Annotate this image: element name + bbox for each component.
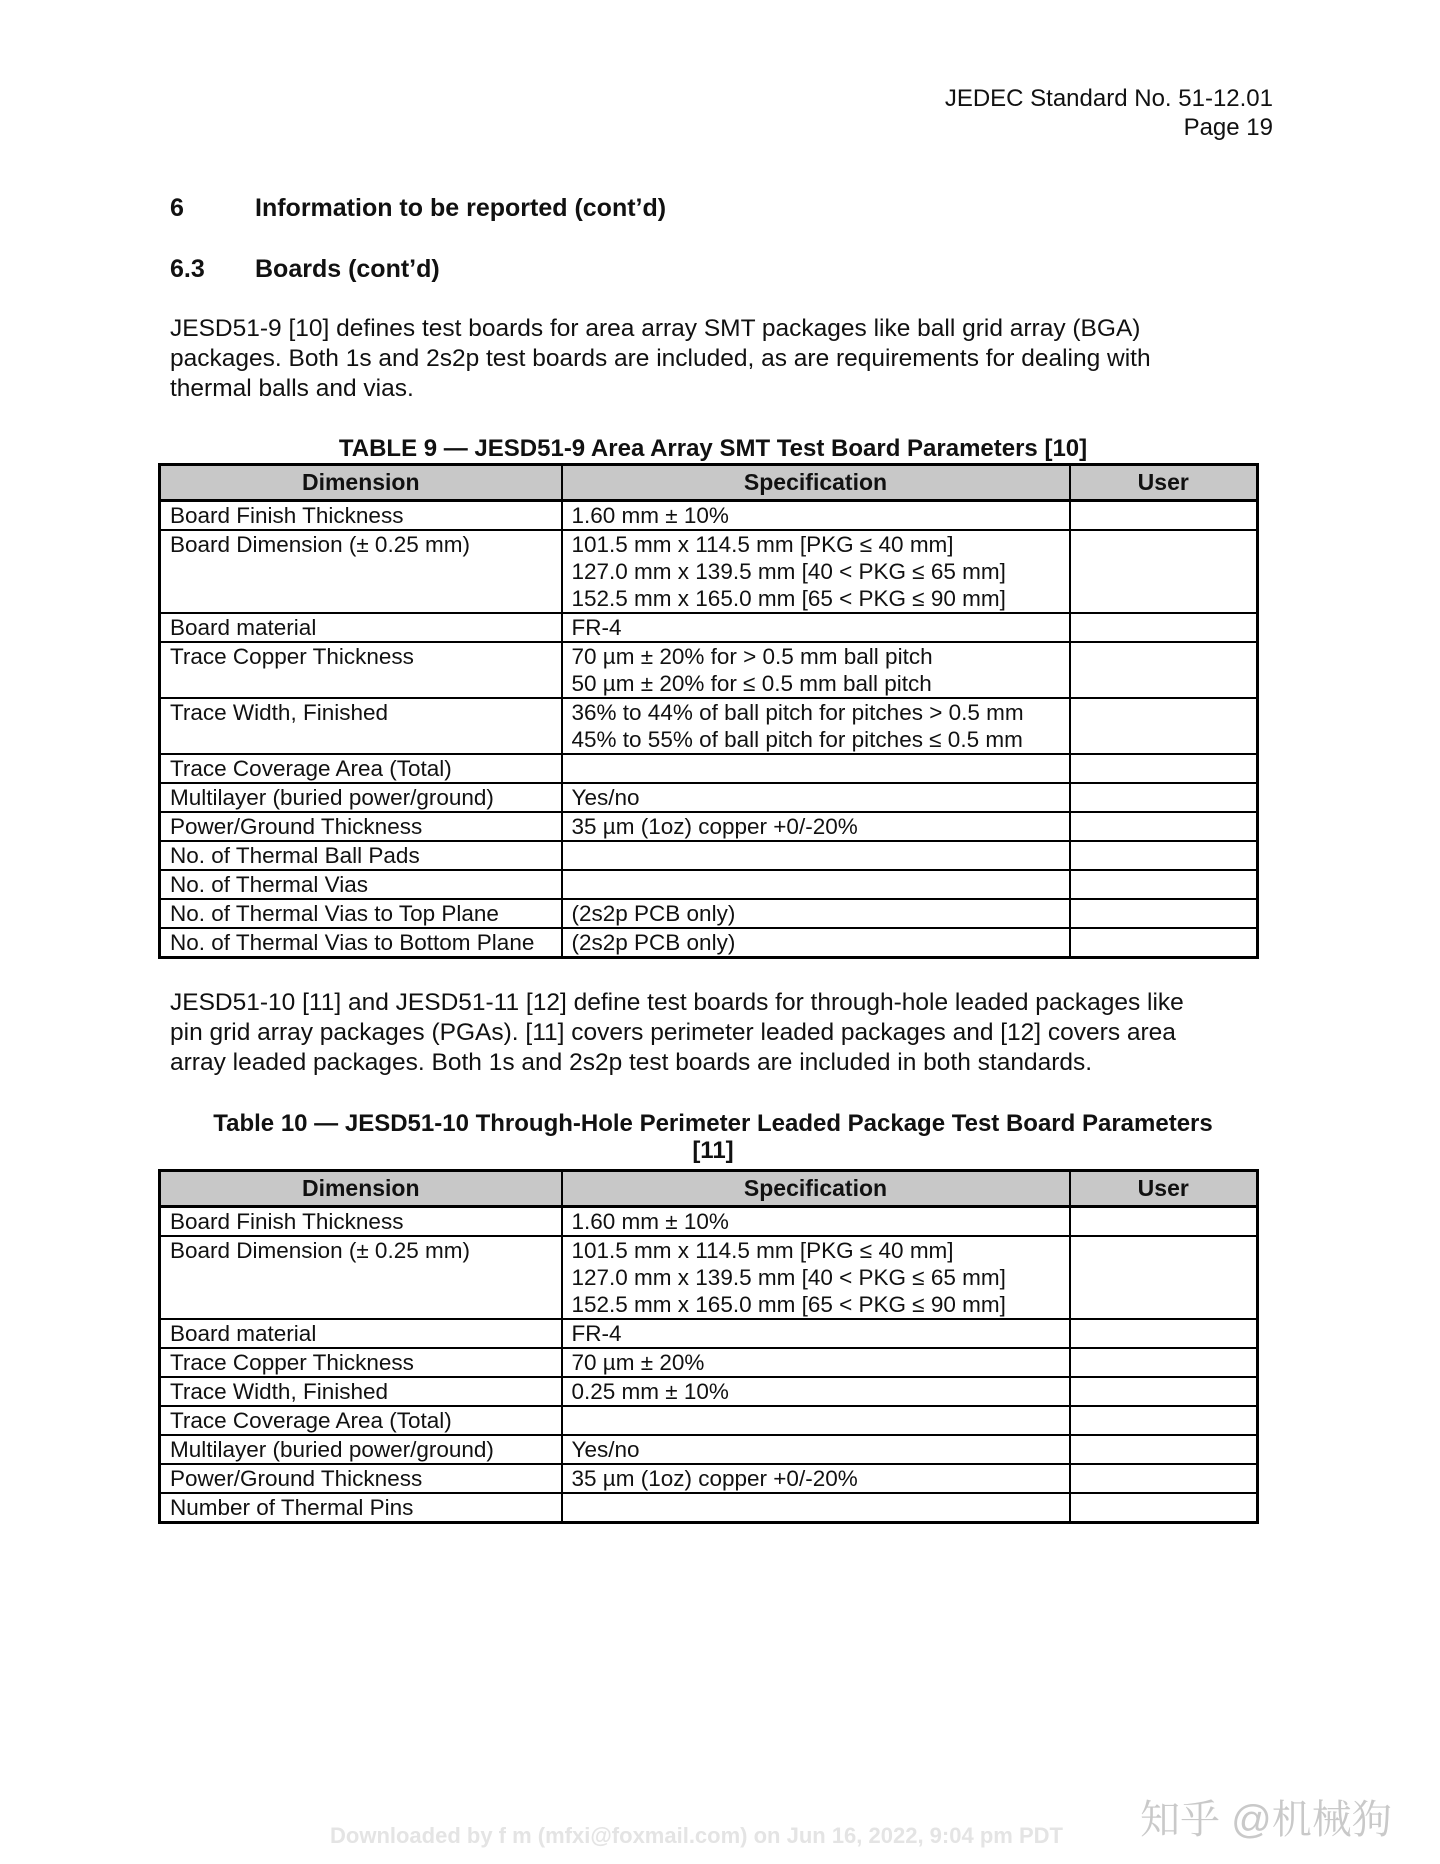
watermark: 知乎 @机械狗	[1140, 1798, 1392, 1842]
table-row	[160, 1464, 1258, 1493]
standard-number: JEDEC Standard No. 51-12.01	[944, 85, 1273, 112]
specification-cell	[562, 698, 1070, 754]
table10-caption	[158, 1110, 1268, 1164]
specification-line: 1.60 mm ± 10%	[571, 1209, 729, 1234]
paragraph-jesd51-10	[170, 988, 1270, 1078]
user-cell	[1070, 812, 1258, 841]
specification-line: (2s2p PCB only)	[571, 930, 736, 955]
header-user: User	[1070, 1171, 1258, 1207]
user-cell	[1070, 1207, 1258, 1237]
paragraph-jesd51-9	[170, 314, 1270, 404]
table-row	[160, 1236, 1258, 1319]
specification-cell	[562, 1377, 1070, 1406]
table-row	[160, 870, 1258, 899]
section-heading	[170, 194, 666, 223]
specification-line: 152.5 mm x 165.0 mm [65 < PKG ≤ 90 mm]	[571, 1292, 1006, 1317]
specification-line: 50 µm ± 20% for ≤ 0.5 mm ball pitch	[571, 671, 932, 696]
user-cell	[1070, 1435, 1258, 1464]
specification-cell	[562, 928, 1070, 958]
table-row	[160, 754, 1258, 783]
dimension-cell: No. of Thermal Vias	[160, 870, 562, 899]
dimension-cell: No. of Thermal Vias to Bottom Plane	[160, 928, 562, 958]
table-row	[160, 613, 1258, 642]
table10	[158, 1169, 1259, 1524]
paragraph-line: thermal balls and vias.	[170, 375, 414, 402]
dimension-cell: Power/Ground Thickness	[160, 1464, 562, 1493]
section-number: 6	[170, 194, 184, 222]
specification-cell	[562, 812, 1070, 841]
specification-line: FR-4	[571, 1321, 622, 1346]
header-dimension: Dimension	[160, 465, 562, 501]
paragraph-line: packages. Both 1s and 2s2p test boards are included, as are requirements for dealing with	[170, 345, 1151, 372]
user-cell	[1070, 642, 1258, 698]
dimension-cell: Board Dimension (± 0.25 mm)	[160, 1236, 562, 1319]
specification-cell	[562, 501, 1070, 531]
user-cell	[1070, 501, 1258, 531]
specification-cell	[562, 1319, 1070, 1348]
dimension-cell: Trace Coverage Area (Total)	[160, 1406, 562, 1435]
table-row	[160, 1207, 1258, 1237]
specification-cell	[562, 754, 1070, 783]
dimension-cell: Number of Thermal Pins	[160, 1493, 562, 1523]
user-cell	[1070, 899, 1258, 928]
paragraph-line: JESD51-10 [11] and JESD51-11 [12] define test boards for through-hole leaded packages like	[170, 989, 1184, 1016]
specification-line: Yes/no	[571, 785, 640, 810]
table-row	[160, 1377, 1258, 1406]
specification-line: Yes/no	[571, 1437, 640, 1462]
table-row	[160, 1406, 1258, 1435]
table-row	[160, 1319, 1258, 1348]
header-specification: Specification	[562, 1171, 1070, 1207]
table-row	[160, 899, 1258, 928]
table-row	[160, 1435, 1258, 1464]
specification-cell	[562, 899, 1070, 928]
dimension-cell: Trace Copper Thickness	[160, 642, 562, 698]
table9	[158, 463, 1259, 959]
specification-cell	[562, 841, 1070, 870]
user-cell	[1070, 1493, 1258, 1523]
page-header	[945, 84, 1273, 142]
page-number: Page 19	[1183, 114, 1273, 141]
specification-line: 127.0 mm x 139.5 mm [40 < PKG ≤ 65 mm]	[571, 559, 1006, 584]
table-row	[160, 1493, 1258, 1523]
user-cell	[1070, 1236, 1258, 1319]
table-row	[160, 812, 1258, 841]
table-row	[160, 928, 1258, 958]
paragraph-line: pin grid array packages (PGAs). [11] covers perimeter leaded packages and [12] covers area	[170, 1019, 1176, 1046]
specification-cell	[562, 1406, 1070, 1435]
dimension-cell: Board Finish Thickness	[160, 501, 562, 531]
table-header-row	[160, 465, 1258, 501]
specification-cell	[562, 642, 1070, 698]
dimension-cell: Board material	[160, 1319, 562, 1348]
header-dimension: Dimension	[160, 1171, 562, 1207]
header-specification: Specification	[562, 465, 1070, 501]
dimension-cell: Multilayer (buried power/ground)	[160, 783, 562, 812]
table9-caption: TABLE 9 — JESD51-9 Area Array SMT Test Board Parameters [10]	[338, 435, 1088, 462]
specification-line: 35 µm (1oz) copper +0/-20%	[571, 814, 858, 839]
section-title: Information to be reported (cont’d)	[255, 194, 667, 222]
table-row	[160, 642, 1258, 698]
table-row	[160, 841, 1258, 870]
specification-cell	[562, 783, 1070, 812]
table-row	[160, 698, 1258, 754]
dimension-cell: Board Finish Thickness	[160, 1207, 562, 1237]
table-row	[160, 783, 1258, 812]
dimension-cell: Trace Copper Thickness	[160, 1348, 562, 1377]
table-row	[160, 530, 1258, 613]
specification-line: 127.0 mm x 139.5 mm [40 < PKG ≤ 65 mm]	[571, 1265, 1006, 1290]
user-cell	[1070, 698, 1258, 754]
user-cell	[1070, 1319, 1258, 1348]
specification-line: FR-4	[571, 615, 622, 640]
user-cell	[1070, 1464, 1258, 1493]
dimension-cell: Trace Width, Finished	[160, 1377, 562, 1406]
table10-caption-line: [11]	[692, 1137, 734, 1164]
specification-line: 101.5 mm x 114.5 mm [PKG ≤ 40 mm]	[571, 532, 954, 557]
specification-cell	[562, 1464, 1070, 1493]
dimension-cell: Trace Coverage Area (Total)	[160, 754, 562, 783]
subsection-heading	[170, 255, 440, 284]
dimension-cell: Board Dimension (± 0.25 mm)	[160, 530, 562, 613]
specification-line: 70 µm ± 20% for > 0.5 mm ball pitch	[571, 644, 933, 669]
user-cell	[1070, 1348, 1258, 1377]
user-cell	[1070, 1406, 1258, 1435]
table-row	[160, 1348, 1258, 1377]
paragraph-line: JESD51-9 [10] defines test boards for area array SMT packages like ball grid array (BGA)	[170, 315, 1141, 342]
dimension-cell: No. of Thermal Ball Pads	[160, 841, 562, 870]
specification-line: (2s2p PCB only)	[571, 901, 736, 926]
specification-line: 36% to 44% of ball pitch for pitches > 0.5 mm	[571, 700, 1024, 725]
dimension-cell: Trace Width, Finished	[160, 698, 562, 754]
specification-line: 35 µm (1oz) copper +0/-20%	[571, 1466, 858, 1491]
specification-line: 70 µm ± 20%	[571, 1350, 705, 1375]
specification-cell	[562, 1435, 1070, 1464]
dimension-cell: Power/Ground Thickness	[160, 812, 562, 841]
user-cell	[1070, 530, 1258, 613]
dimension-cell: Board material	[160, 613, 562, 642]
table-row	[160, 501, 1258, 531]
user-cell	[1070, 870, 1258, 899]
specification-line: 152.5 mm x 165.0 mm [65 < PKG ≤ 90 mm]	[571, 586, 1006, 611]
user-cell	[1070, 613, 1258, 642]
user-cell	[1070, 1377, 1258, 1406]
paragraph-line: array leaded packages. Both 1s and 2s2p test boards are included in both standards.	[170, 1049, 1093, 1076]
specification-cell	[562, 1207, 1070, 1237]
specification-line: 45% to 55% of ball pitch for pitches ≤ 0.5 mm	[571, 727, 1023, 752]
download-footer: Downloaded by f m (mfxi@foxmail.com) on Jun 16, 2022, 9:04 pm PDT	[330, 1823, 1063, 1848]
user-cell	[1070, 841, 1258, 870]
dimension-cell: No. of Thermal Vias to Top Plane	[160, 899, 562, 928]
header-user: User	[1070, 465, 1258, 501]
specification-cell	[562, 870, 1070, 899]
subsection-number: 6.3	[170, 255, 205, 283]
dimension-cell: Multilayer (buried power/ground)	[160, 1435, 562, 1464]
user-cell	[1070, 928, 1258, 958]
subsection-title: Boards (cont’d)	[255, 255, 440, 283]
user-cell	[1070, 783, 1258, 812]
specification-line: 1.60 mm ± 10%	[571, 503, 729, 528]
user-cell	[1070, 754, 1258, 783]
specification-cell	[562, 613, 1070, 642]
specification-line: 101.5 mm x 114.5 mm [PKG ≤ 40 mm]	[571, 1238, 954, 1263]
specification-cell	[562, 1236, 1070, 1319]
specification-line: 0.25 mm ± 10%	[571, 1379, 729, 1404]
specification-cell	[562, 530, 1070, 613]
table10-caption-line: Table 10 — JESD51-10 Through-Hole Perimeter Leaded Package Test Board Parameters	[213, 1110, 1213, 1137]
specification-cell	[562, 1348, 1070, 1377]
specification-cell	[562, 1493, 1070, 1523]
table-header-row	[160, 1171, 1258, 1207]
